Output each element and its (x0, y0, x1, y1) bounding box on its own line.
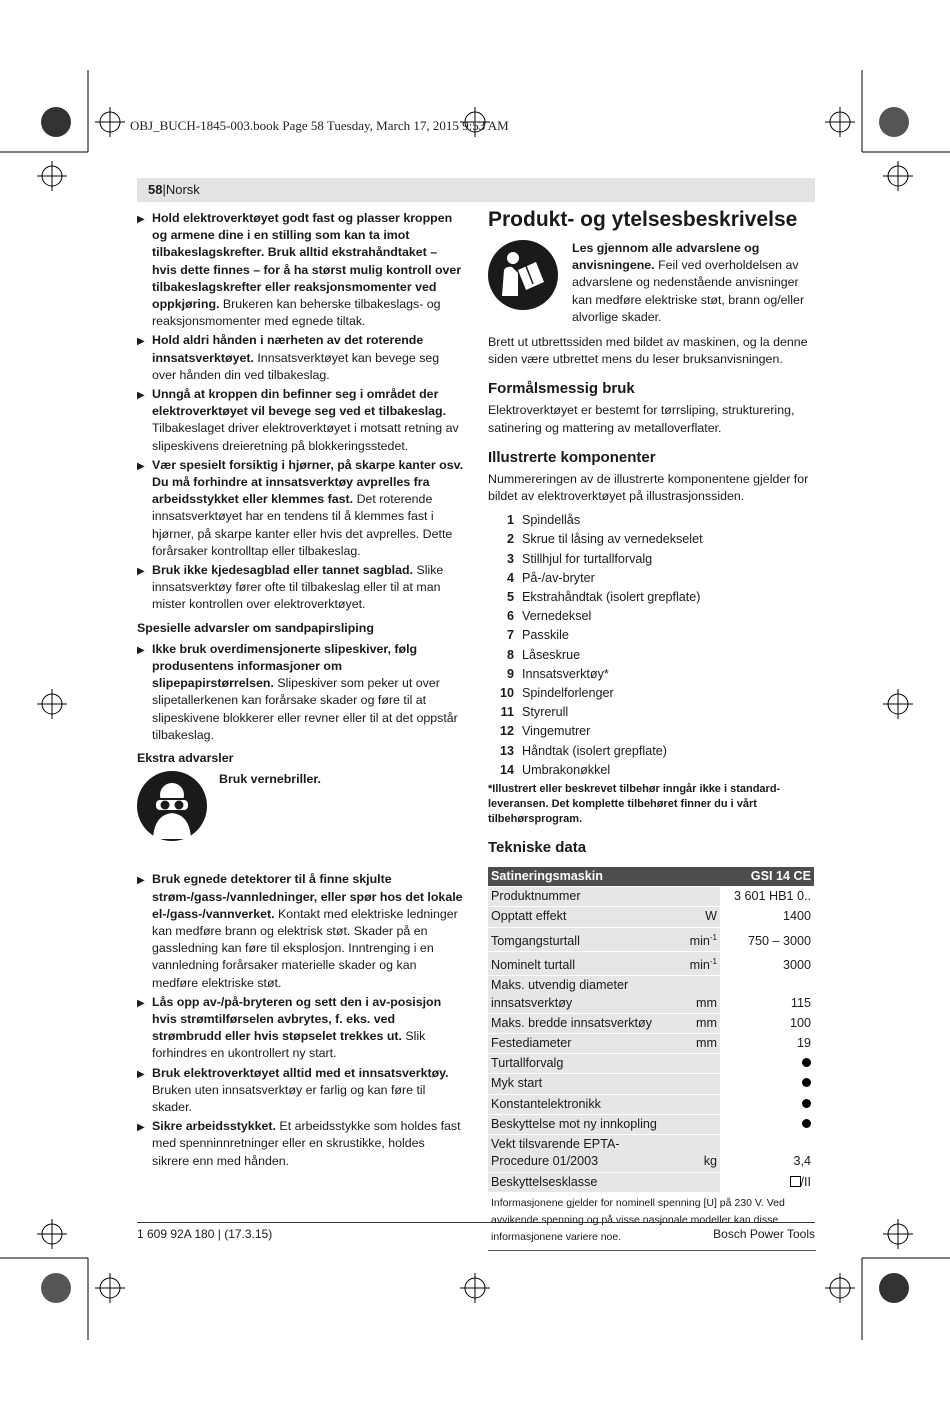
bullet-text: Slike innsatsverktøy fører ofte til tilbakeslag eller til at man mister kontrollen over elektroverktøyet. (152, 563, 444, 612)
bullet-bold-text: Hold elektroverktøyet godt fast og plasser kroppen og armene dine i en stilling som kan ta imot tilbakeslagskrefter. Bruk alltid ekstrahåndtaket – hvis dette finnes – for å ha størst mulig kontroll over tilbakeslagskrefter eller reaksjonsmomenter ved oppkjøring. (152, 211, 462, 312)
spec-unit: mm (670, 1034, 720, 1054)
ppe-notice (137, 771, 465, 841)
spec-row (488, 1013, 814, 1033)
spec-row (488, 1054, 814, 1074)
tech-heading: Tekniske data (488, 839, 587, 857)
component-number: 14 (499, 762, 514, 777)
spec-row (488, 1094, 814, 1114)
spec-note: Informasjonene gjelder for nominell spenning [U] på 230 V. Ved avvikende spenning og på visse nasjonale modeller kan disse informasjonene variere noe. (488, 1193, 816, 1251)
spec-header-label: Satineringsmaskin (488, 867, 720, 887)
bullet-item (137, 1065, 465, 1117)
spec-value: 19 (720, 1034, 814, 1054)
component-item (488, 703, 816, 722)
component-item (488, 722, 816, 741)
footer-rule (137, 1222, 815, 1223)
page-number: 58 (148, 182, 163, 197)
component-label: Spindellås (522, 513, 581, 528)
spec-row (488, 1034, 814, 1054)
purpose-text: Elektroverktøyet er bestemt for tørrsliping, strukturering, satinering og mattering av metalloverflater. (488, 403, 795, 435)
sanding-bullet-list (137, 641, 465, 744)
component-item (488, 588, 816, 607)
bullet-arrow-icon: ▶ (137, 566, 145, 578)
spec-unit (670, 887, 720, 907)
spec-unit: kg (670, 1135, 720, 1172)
component-item (488, 665, 816, 684)
spec-value: 3 601 HB1 0.. (720, 887, 814, 907)
component-item (488, 550, 816, 569)
bullet-bold-text: Ikke bruk overdimensjonerte slipeskiver, følg produsentens informasjoner om slipepapirstørrelsen. (152, 641, 418, 691)
bullet-item (137, 332, 465, 384)
bullet-text: Innsatsverktøyet kan bevege seg over hånden din ved tilbakeslag. (152, 350, 440, 382)
bullet-item (137, 562, 465, 614)
header-separator: | (162, 182, 166, 197)
component-item (488, 607, 816, 626)
spec-row (488, 1114, 814, 1134)
fold-out-note: Brett ut utbrettssiden med bildet av maskinen, og la denne siden være utbrettet mens du leser bruksanvisningen. (488, 335, 808, 367)
spec-row (488, 952, 814, 976)
spec-label: Konstantelektronikk (488, 1094, 670, 1114)
spec-label: Maks. bredde innsatsverktøy (488, 1013, 670, 1033)
component-label: Ekstrahåndtak (isolert grepflate) (522, 590, 701, 605)
bullet-bold-text: Vær spesielt forsiktig i hjørner, på skarpe kanter osv. Du må forhindre at innsatsverktøy avprelles fra arbeidsstykket eller klemmes fast. (152, 457, 464, 507)
component-label: Styrerull (522, 705, 569, 720)
bullet-item (137, 1118, 465, 1170)
spec-value (720, 1114, 814, 1134)
spec-row (488, 907, 814, 927)
section-title: Produkt- og ytelsesbeskrivelse (488, 208, 798, 231)
spec-label: Vekt tilsvarende EPTA-Procedure 01/2003 (488, 1135, 670, 1172)
component-number: 4 (506, 570, 514, 585)
spec-label: Maks. utvendig diameter innsatsverktøy (488, 976, 670, 1013)
ppe-label: Bruk vernebriller. (219, 772, 321, 787)
bullet-bold-text: Unngå at kroppen din befinner seg i området der elektroverktøyet vil bevege seg ved et tilbakeslag. (152, 387, 447, 419)
bullet-bold-text: Sikre arbeidsstykket. (152, 1119, 276, 1134)
component-label: Håndtak (isolert grepflate) (522, 743, 667, 758)
warning-bold: Les gjennom alle advarslene og anvisningene. (572, 241, 760, 273)
bullet-arrow-icon: ▶ (137, 1122, 145, 1134)
protection-class-value: /II (800, 1174, 811, 1189)
spec-unit: $\min^{-1}$ (670, 952, 720, 976)
extra-heading: Ekstra advarsler (137, 751, 234, 766)
protection-class-icon (790, 1176, 801, 1187)
bullet-arrow-icon: ▶ (137, 1068, 145, 1080)
read-manual-icon (488, 240, 558, 310)
bullet-item (137, 386, 465, 455)
spec-unit (670, 1094, 720, 1114)
component-label: Innsatsverktøy* (522, 666, 609, 681)
spec-unit (670, 1114, 720, 1134)
bullet-arrow-icon: ▶ (137, 336, 145, 348)
component-number: 3 (506, 551, 514, 566)
components-list (488, 511, 816, 780)
safety-bullet-list (137, 210, 465, 614)
spec-label: Nominelt turtall (488, 952, 670, 976)
bullet-text: Brukeren kan beherske tilbakeslags- og reaksjonsmomenter med egnede tiltak. (152, 297, 441, 329)
spec-value: 115 (720, 976, 814, 1013)
spec-row (488, 976, 814, 1013)
component-label: Spindelforlenger (522, 686, 614, 701)
spec-label: Beskyttelsesklasse (488, 1172, 670, 1192)
bullet-arrow-icon: ▶ (137, 644, 145, 656)
warning-text (572, 240, 816, 326)
safety-goggles-icon (137, 771, 207, 841)
bullet-bold-text: Bruk elektroverktøyet alltid med et innsatsverktøy. (152, 1065, 449, 1080)
spec-value (720, 1094, 814, 1114)
spec-header-row (488, 867, 814, 887)
spec-value: 3,4 (720, 1135, 814, 1172)
spec-label: Tomgangsturtall (488, 927, 670, 951)
spec-unit: W (670, 907, 720, 927)
spec-unit: mm (670, 976, 720, 1013)
component-item (488, 646, 816, 665)
component-number: 13 (499, 743, 514, 758)
component-number: 12 (499, 724, 514, 739)
bullet-item (137, 210, 465, 330)
spec-unit: mm (670, 1013, 720, 1033)
component-label: Skrue til låsing av vernedekselet (522, 532, 703, 547)
spec-row (488, 887, 814, 907)
bullet-item (137, 994, 465, 1063)
feature-dot-icon (802, 1058, 811, 1067)
component-label: På-/av-bryter (522, 570, 595, 585)
bullet-text: Kontakt med elektriske ledninger kan medføre brann og elektrisk støt. Skader på en gassledning kan føre til eksplosjon. Inntrenging i en vannledning forårsaker materielle skader og kan medføre elektriske støt. (152, 906, 458, 990)
component-item (488, 761, 816, 780)
spec-unit (670, 1074, 720, 1094)
spec-row (488, 1135, 814, 1172)
component-label: Umbrakonøkkel (522, 762, 611, 777)
bullet-text: Tilbakeslaget driver elektroverktøyet i motsatt retning av slipeskivens dreieretning på blokkeringsstedet. (152, 421, 459, 453)
bullet-text: Slik forhindres en ukontrollert ny start. (152, 1029, 426, 1061)
book-info-line: OBJ_BUCH-1845-003.book Page 58 Tuesday, March 17, 2015 9:53 AM (130, 118, 509, 133)
component-item (488, 626, 816, 645)
spec-unit: $\min^{-1}$ (670, 927, 720, 951)
spec-value: 1400 (720, 907, 814, 927)
spec-unit (670, 1172, 720, 1192)
bullet-arrow-icon: ▶ (137, 997, 145, 1009)
component-label: Vernedeksel (522, 609, 592, 624)
footer-right: Bosch Power Tools (713, 1227, 815, 1241)
bullet-arrow-icon: ▶ (137, 875, 145, 887)
component-number: 11 (500, 705, 514, 720)
spec-unit (670, 1054, 720, 1074)
component-item (488, 684, 816, 703)
bullet-item (137, 457, 465, 560)
warning-body: Feil ved overholdelsen av advarslene og nedenstående anvisninger kan medføre elektriske støt, brann og/eller alvorlige skader. (572, 258, 805, 324)
component-number: 5 (506, 590, 514, 605)
sanding-heading: Spesielle advarsler om sandpapirsliping (137, 620, 374, 635)
page-header-bar (137, 178, 815, 202)
component-label: Stillhjul for turtallforvalg (522, 551, 653, 566)
component-label: Passkile (522, 628, 569, 643)
tech-data-table (488, 867, 814, 1193)
bullet-bold-text: Lås opp av-/på-bryteren og sett den i av-posisjon hvis strømtilførselen avbrytes, f. eks. ved strømbrudd eller hvis støpselet trekkes ut. (152, 994, 442, 1044)
extra-bullet-list (137, 871, 465, 1169)
component-item (488, 569, 816, 588)
spec-label: Beskyttelse mot ny innkopling (488, 1114, 670, 1134)
spec-value: 3000 (720, 952, 814, 976)
right-column (488, 208, 816, 1251)
spec-label: Opptatt effekt (488, 907, 670, 927)
bullet-bold-text: Bruk ikke kjedesagblad eller tannet sagblad. (152, 563, 413, 578)
footer-left: 1 609 92A 180 | (17.3.15) (137, 1227, 273, 1241)
feature-dot-icon (802, 1119, 811, 1128)
spec-row (488, 1172, 814, 1192)
spec-label: Myk start (488, 1074, 670, 1094)
spec-label: Produktnummer (488, 887, 670, 907)
component-number: 6 (506, 609, 514, 624)
component-number: 9 (506, 666, 514, 681)
component-item (488, 530, 816, 549)
spec-label: Festediameter (488, 1034, 670, 1054)
spec-value (720, 1074, 814, 1094)
component-item (488, 511, 816, 530)
bullet-arrow-icon: ▶ (137, 214, 145, 225)
page-header (148, 182, 200, 197)
component-number: 1 (506, 513, 514, 528)
bullet-bold-text: Bruk egnede detektorer til å finne skjulte strøm-/gass-/vannledninger, eller spør hos det lokale el-/gass-/vannverket. (152, 872, 463, 921)
bullet-text: Slipeskiver som peker ut over slipetallerkenen kan forårsake skader og føre til at slipeskivene blokkerer eller revner eller til at det oppstår tilbakeslag. (152, 676, 458, 742)
bullet-text: Et arbeidsstykke som holdes fast med spenninnretninger eller en skrustikke, holdes sikrere enn med hånden. (152, 1119, 461, 1168)
bullet-item (137, 871, 465, 991)
components-intro: Nummereringen av de illustrerte komponentene gjelder for bildet av elektroverktøyet på illustrasjonssiden. (488, 471, 809, 504)
purpose-heading: Formålsmessig bruk (488, 380, 635, 398)
spec-label: Turtallforvalg (488, 1054, 670, 1074)
components-heading: Illustrerte komponenter (488, 448, 656, 466)
spec-row (488, 927, 814, 951)
spec-header-model: GSI 14 CE (720, 867, 814, 887)
spec-row (488, 1074, 814, 1094)
read-instructions-warning (488, 240, 816, 326)
spec-value (720, 1172, 814, 1192)
component-number: 10 (499, 686, 514, 701)
feature-dot-icon (802, 1078, 811, 1087)
component-number: 2 (506, 532, 514, 547)
left-column (137, 210, 465, 1172)
bullet-item (137, 641, 465, 744)
bullet-arrow-icon: ▶ (137, 460, 145, 472)
components-footnote: *Illustrert eller beskrevet tilbehør inngår ikke i standard-leveransen. Det komplette tilbehøret finner du i vårt tilbehørsprogram. (488, 783, 781, 826)
component-label: Låseskrue (522, 647, 581, 662)
bullet-text: Det roterende innsatsverktøyet har en tendens til å klemmes fast i hjørner, på skarpe kanter eller hvis det avprelles. Dette forårsaker kontrolltap eller tilbakeslag. (152, 492, 453, 558)
component-number: 7 (506, 628, 514, 643)
bullet-arrow-icon: ▶ (137, 390, 145, 402)
feature-dot-icon (802, 1099, 811, 1108)
spec-value (720, 1054, 814, 1074)
spec-value: 100 (720, 1013, 814, 1033)
spec-value: 750 – 3000 (720, 927, 814, 951)
component-label: Vingemutrer (522, 724, 591, 739)
component-number: 8 (506, 647, 514, 662)
component-item (488, 742, 816, 761)
bullet-text: Bruken uten innsatsverktøy er farlig og kan føre til skader. (152, 1082, 426, 1114)
header-language: Norsk (165, 182, 200, 197)
bullet-bold-text: Hold aldri hånden i nærheten av det roterende innsatsverktøyet. (152, 333, 424, 365)
